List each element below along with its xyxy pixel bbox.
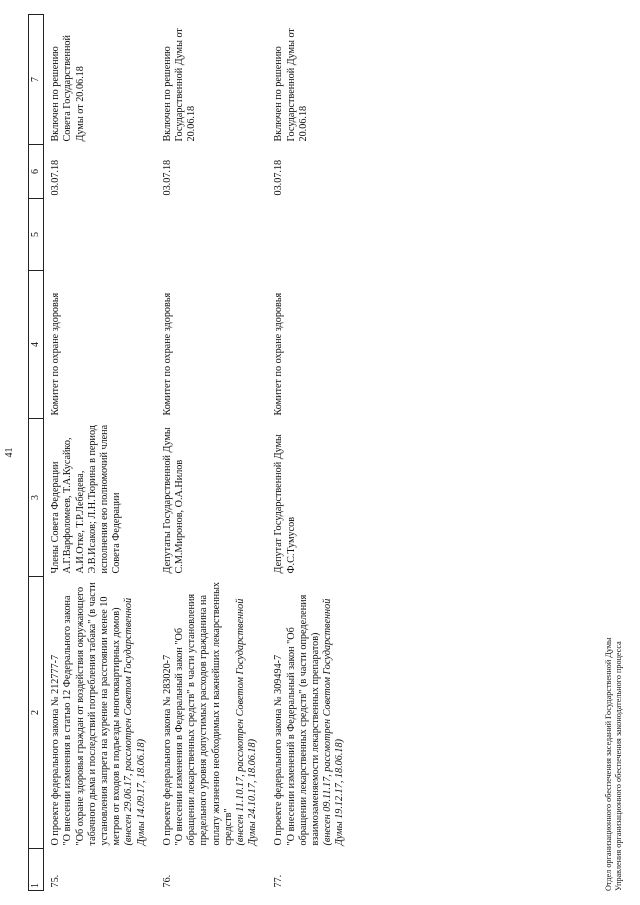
bill-authors: Депутаты Государственной Думы С.М.Миронов, О.А.Нилов <box>161 427 186 574</box>
bill-authors: Депутат Государственной Думы Ф.С.Тумусов <box>273 434 297 574</box>
row-number: 76. <box>161 874 173 888</box>
bill-description <box>156 577 268 849</box>
bill-authors: Члены Совета Федерации А.Г.Варфоломеев, Т.А.Кусайко, А.И.Отке, Т.Р.Лебедева, Э.В.Исаков; Л.Н.Тюрина в период исполнения ею полномочий члена Совета Федерации <box>50 424 123 574</box>
agenda-table <box>28 14 355 891</box>
responsible-committee: Комитет по охране здоровья <box>50 292 62 416</box>
header-cell: 1 <box>29 849 44 891</box>
table-row <box>267 15 354 891</box>
footer-line: Управления организационного обеспечения законодательного процесса <box>614 641 623 891</box>
inclusion-status: Включен по решению Государственной Думы от 20.06.18 <box>161 28 198 142</box>
column-5-cell <box>44 199 156 271</box>
responsible-committee: Комитет по охране здоровья <box>273 292 285 416</box>
bill-note: (внесен 09.11.17, рассмотрен Советом Государственной Думы 19.12.17, 18.06.18) <box>322 598 346 846</box>
bill-title: О проекте федерального закона № 212777-7 <box>50 654 62 846</box>
review-date: 03.07.18 <box>50 159 62 196</box>
bill-note: (внесен 11.10.17, рассмотрен Советом Государственной Думы 24.10.17, 18.06.18) <box>235 598 259 846</box>
inclusion-status: Включен по решению Совета Государственной Думы от 20.06.18 <box>50 35 86 142</box>
review-date: 03.07.18 <box>273 159 285 196</box>
row-number: 75. <box>50 874 62 888</box>
header-cell: 7 <box>29 15 44 145</box>
header-row <box>29 15 44 891</box>
bill-description <box>267 577 354 849</box>
footer-line: Отдел организационного обеспечения заседаний Государственной Думы <box>604 637 613 891</box>
row-number: 77. <box>273 874 285 888</box>
bill-title: О проекте федерального закона № 309494-7 <box>273 654 285 846</box>
bill-text: "О внесении изменения в статью 12 Федерального закона "Об охране здоровья граждан от воздействия окружающего табачного дыма и последствий потребления табака" (в части установления запрета на курение на расстоянии менее 10 метров от входов в подъезды многоквартирных домов) <box>62 582 123 846</box>
header-cell: 3 <box>29 419 44 577</box>
bill-title: О проекте федерального закона № 283020-7 <box>161 654 173 846</box>
footer <box>604 637 624 891</box>
inclusion-status: Включен по решению Государственной Думы от 20.06.18 <box>273 28 309 142</box>
page-number: 41 <box>4 447 15 458</box>
column-5-cell <box>267 199 354 271</box>
bill-description <box>44 577 156 849</box>
column-5-cell <box>156 199 268 271</box>
bill-text: "О внесении изменения в Федеральный закон "Об обращении лекарственных средств" в части установления предельного уровня допустимых расходов гражданина на оплату жизненно необходимых и важнейших лекарственных средств" <box>174 581 234 846</box>
table-row <box>44 15 156 891</box>
responsible-committee: Комитет по охране здоровья <box>161 292 173 416</box>
header-cell: 6 <box>29 145 44 199</box>
table-row <box>156 15 268 891</box>
header-cell: 2 <box>29 577 44 849</box>
header-cell: 4 <box>29 271 44 419</box>
header-cell: 5 <box>29 199 44 271</box>
bill-text: "О внесении изменений в Федеральный закон "Об обращении лекарственных средств" (в части определения взаимозаменяемости лекарственных препаратов) <box>285 594 322 846</box>
review-date: 03.07.18 <box>161 159 173 196</box>
bill-note: (внесен 29.06.17, рассмотрен Советом Государственной Думы 14.09.17, 18.06.18) <box>123 597 147 846</box>
